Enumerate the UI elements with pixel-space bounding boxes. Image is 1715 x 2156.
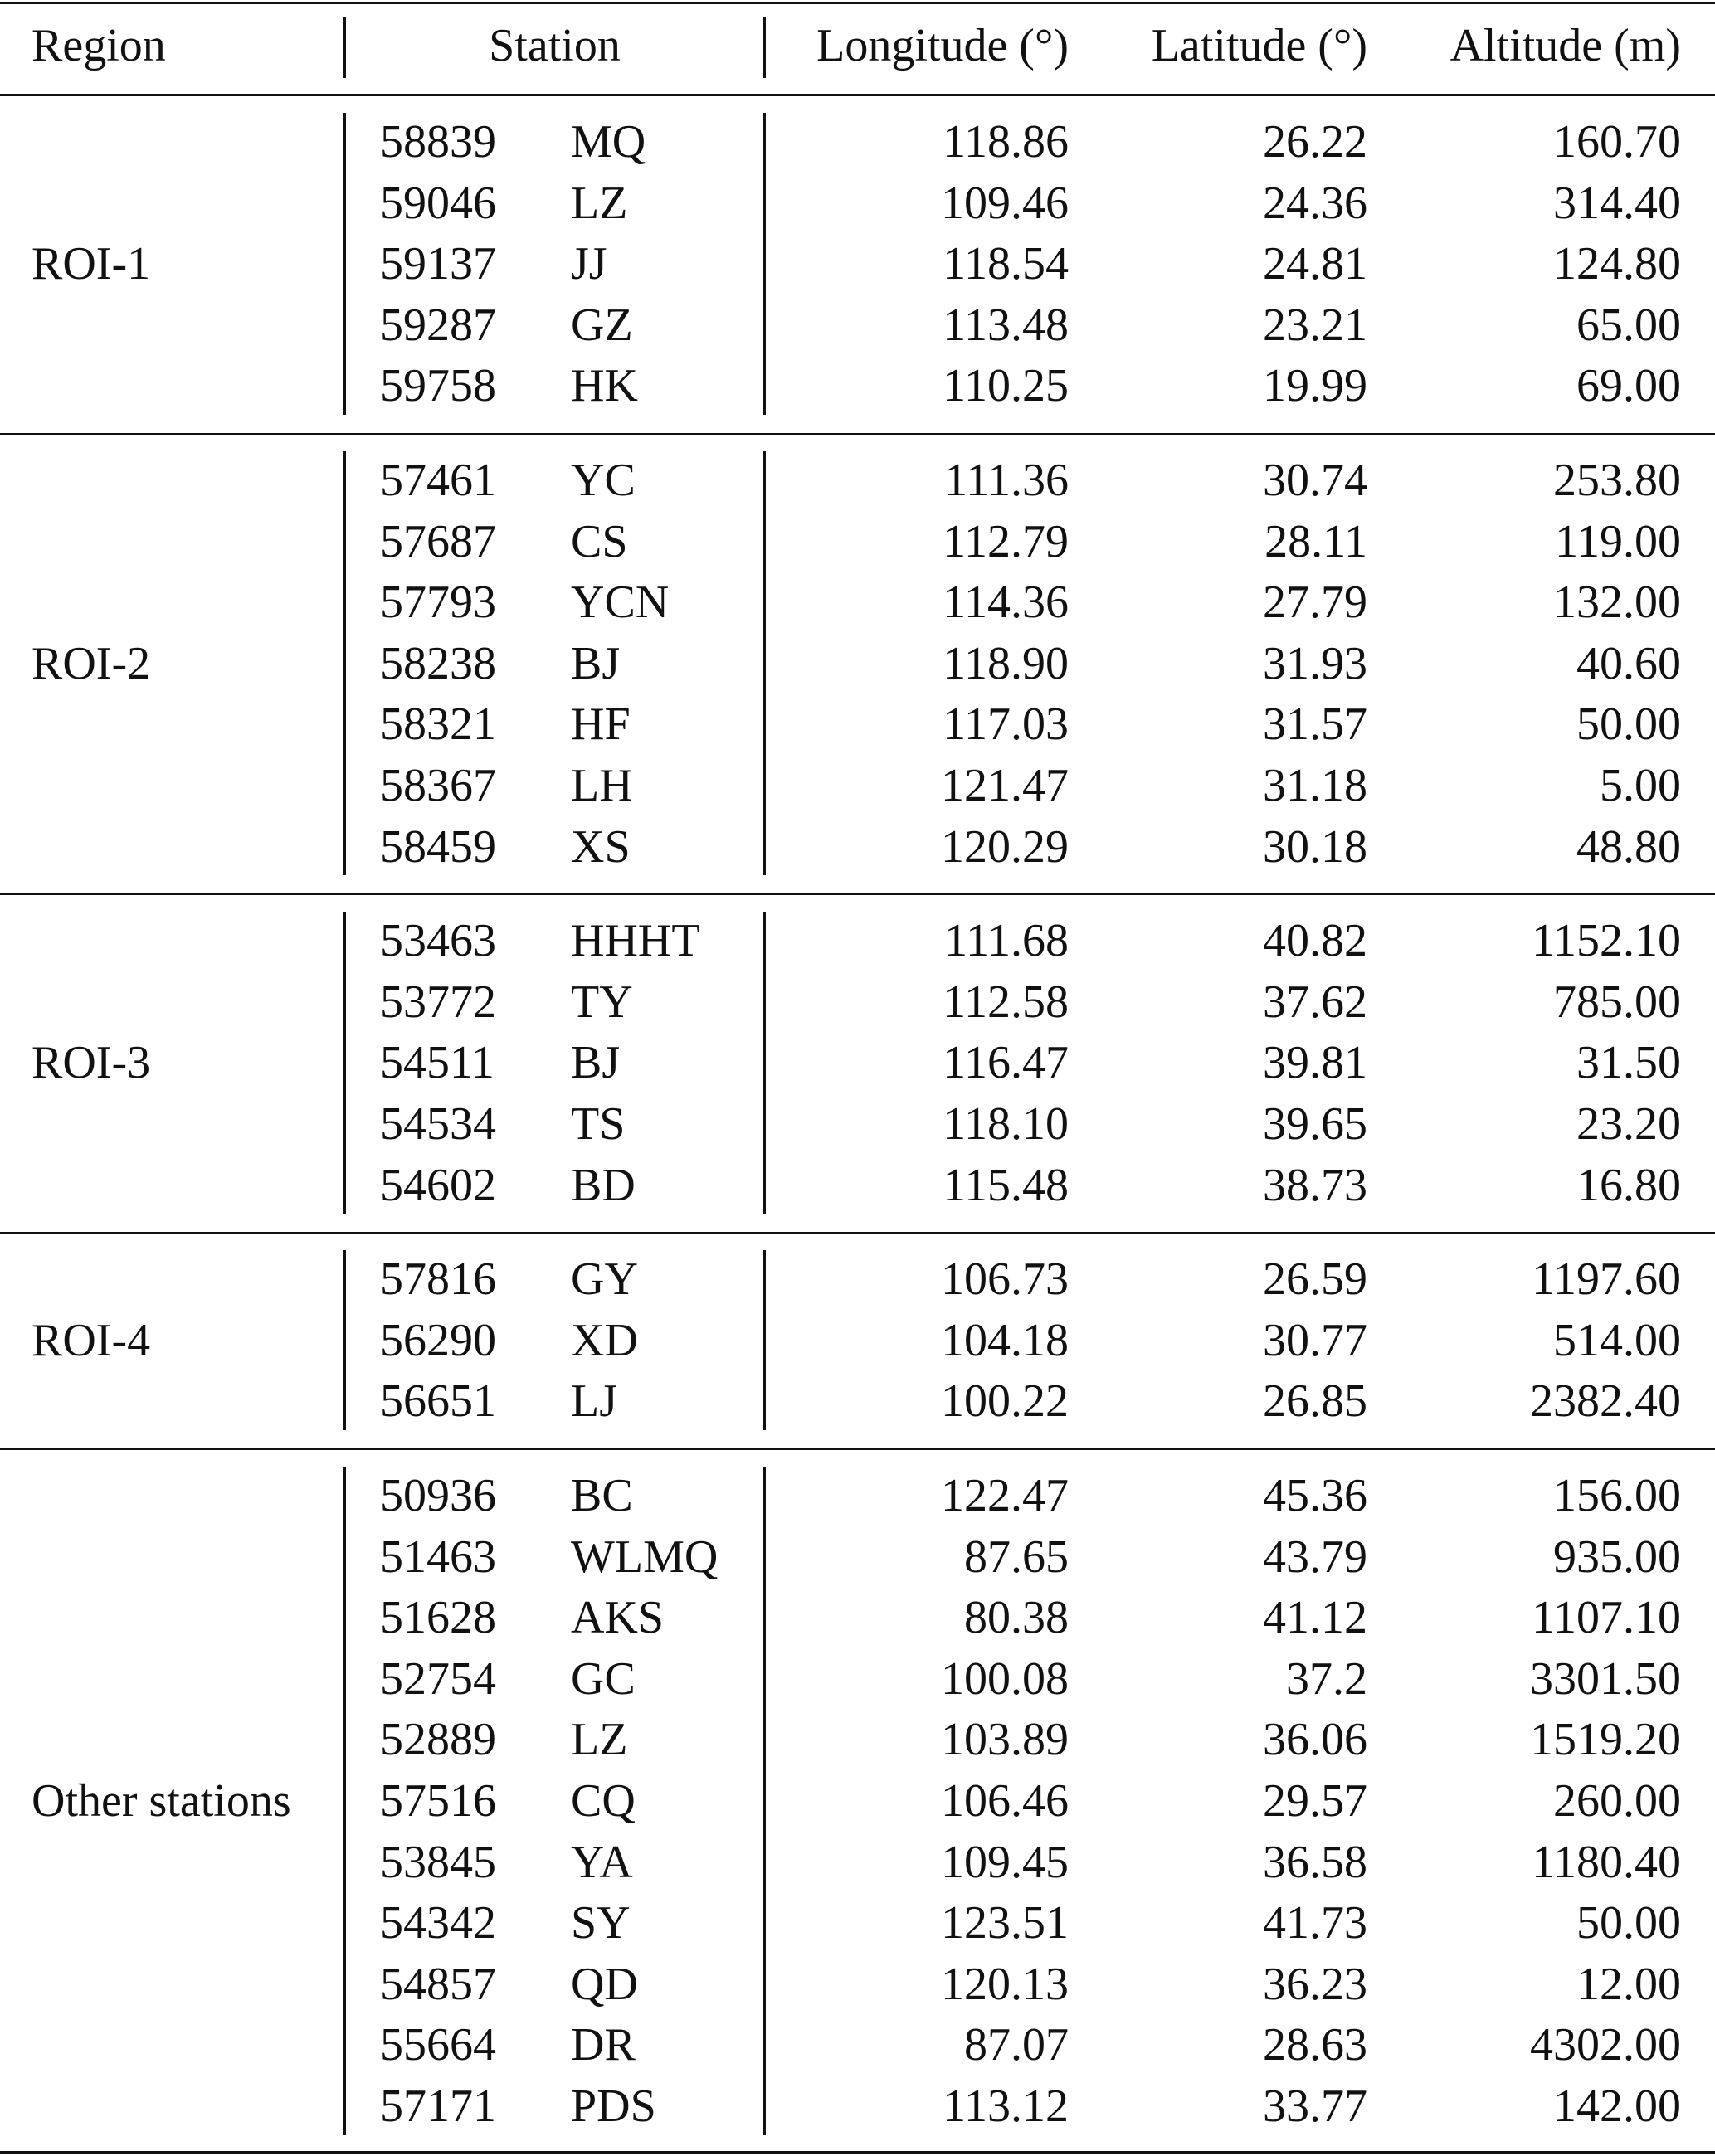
latitude-value: 41.12 xyxy=(1263,1592,1367,1644)
longitude-value: 122.47 xyxy=(941,1470,1069,1521)
station-code: YC xyxy=(571,455,636,506)
latitude-value: 26.85 xyxy=(1263,1375,1367,1428)
longitude-value: 106.73 xyxy=(941,1253,1069,1306)
latitude-value: 37.62 xyxy=(1263,976,1367,1028)
longitude-value: 87.65 xyxy=(964,1531,1069,1583)
station-id: 57793 xyxy=(380,577,496,629)
latitude-value: 31.18 xyxy=(1263,760,1367,811)
station-code: TS xyxy=(571,1098,626,1150)
station-code: MQ xyxy=(571,116,646,168)
station-id: 59287 xyxy=(380,299,496,351)
header-altitude: Altitude (m) xyxy=(1449,20,1681,71)
group-divider-left xyxy=(343,451,346,875)
header-station: Station xyxy=(489,20,621,71)
longitude-value: 111.68 xyxy=(944,915,1069,967)
altitude-value: 142.00 xyxy=(1553,2081,1681,2132)
station-code: YA xyxy=(571,1836,633,1888)
latitude-value: 23.21 xyxy=(1263,299,1367,351)
station-code: BD xyxy=(571,1159,636,1211)
longitude-value: 118.54 xyxy=(943,238,1069,290)
station-id: 56651 xyxy=(380,1375,496,1428)
station-id: 57461 xyxy=(380,455,496,506)
station-code: GZ xyxy=(571,299,633,351)
latitude-value: 28.11 xyxy=(1264,515,1367,567)
station-id: 56290 xyxy=(380,1314,496,1366)
station-code: YCN xyxy=(571,577,670,629)
station-id: 57687 xyxy=(380,515,496,567)
latitude-value: 30.77 xyxy=(1263,1314,1367,1366)
altitude-value: 50.00 xyxy=(1576,1897,1681,1949)
station-id: 52754 xyxy=(380,1652,496,1705)
station-code: BJ xyxy=(571,637,621,689)
altitude-value: 31.50 xyxy=(1576,1037,1681,1089)
altitude-value: 65.00 xyxy=(1576,299,1681,351)
longitude-value: 118.10 xyxy=(943,1098,1069,1150)
latitude-value: 27.79 xyxy=(1263,577,1367,629)
altitude-value: 160.70 xyxy=(1553,116,1681,168)
longitude-value: 121.47 xyxy=(941,760,1069,811)
station-id: 51463 xyxy=(380,1531,496,1583)
station-code: LZ xyxy=(571,1714,628,1766)
station-code: AKS xyxy=(571,1592,665,1644)
latitude-value: 33.77 xyxy=(1263,2081,1367,2132)
station-id: 50936 xyxy=(380,1470,496,1521)
latitude-value: 24.81 xyxy=(1263,238,1367,290)
region-label: ROI-1 xyxy=(32,238,151,290)
altitude-value: 50.00 xyxy=(1576,698,1681,751)
altitude-value: 935.00 xyxy=(1553,1531,1681,1583)
latitude-value: 30.18 xyxy=(1263,820,1367,873)
longitude-value: 120.13 xyxy=(941,1958,1069,2010)
longitude-value: 104.18 xyxy=(941,1314,1069,1366)
station-code: PDS xyxy=(571,2081,656,2132)
altitude-value: 785.00 xyxy=(1553,976,1681,1028)
station-id: 59758 xyxy=(380,360,496,412)
station-id: 57171 xyxy=(380,2081,496,2132)
station-id: 54534 xyxy=(380,1098,496,1150)
altitude-value: 5.00 xyxy=(1600,760,1681,811)
longitude-value: 115.48 xyxy=(943,1159,1069,1211)
station-id: 57516 xyxy=(380,1775,496,1827)
station-id: 58839 xyxy=(380,116,496,168)
longitude-value: 113.48 xyxy=(943,299,1069,351)
longitude-value: 113.12 xyxy=(943,2081,1069,2132)
longitude-value: 109.46 xyxy=(941,177,1069,229)
altitude-value: 3301.50 xyxy=(1530,1652,1681,1705)
latitude-value: 36.06 xyxy=(1263,1714,1367,1766)
station-id: 54602 xyxy=(380,1159,496,1211)
longitude-value: 100.22 xyxy=(941,1375,1069,1428)
latitude-value: 31.93 xyxy=(1263,637,1367,689)
altitude-value: 156.00 xyxy=(1553,1470,1681,1521)
latitude-value: 29.57 xyxy=(1263,1775,1367,1827)
altitude-value: 1107.10 xyxy=(1532,1592,1681,1644)
longitude-value: 118.86 xyxy=(943,116,1069,168)
group-separator-rule xyxy=(0,1448,1715,1450)
latitude-value: 28.63 xyxy=(1263,2019,1367,2071)
altitude-value: 314.40 xyxy=(1553,177,1681,229)
station-code: WLMQ xyxy=(571,1531,719,1583)
group-divider-left xyxy=(343,113,346,415)
station-code: DR xyxy=(571,2019,636,2071)
group-divider-left xyxy=(343,1467,346,2135)
longitude-value: 116.47 xyxy=(943,1037,1069,1089)
station-id: 59046 xyxy=(380,177,496,229)
altitude-value: 260.00 xyxy=(1553,1775,1681,1827)
station-code: GC xyxy=(571,1652,636,1705)
longitude-value: 112.58 xyxy=(943,976,1069,1028)
station-code: JJ xyxy=(571,238,607,290)
altitude-value: 1152.10 xyxy=(1532,915,1681,967)
altitude-value: 119.00 xyxy=(1555,515,1681,567)
latitude-value: 40.82 xyxy=(1263,915,1367,967)
longitude-value: 120.29 xyxy=(941,820,1069,873)
bottom-rule xyxy=(0,2151,1715,2154)
longitude-value: 109.45 xyxy=(941,1836,1069,1888)
station-id: 57816 xyxy=(380,1253,496,1306)
group-separator-rule xyxy=(0,433,1715,435)
latitude-value: 19.99 xyxy=(1263,360,1367,412)
station-code: GY xyxy=(571,1253,638,1306)
altitude-value: 514.00 xyxy=(1553,1314,1681,1366)
station-code: CQ xyxy=(571,1775,636,1827)
altitude-value: 4302.00 xyxy=(1530,2019,1681,2071)
longitude-value: 106.46 xyxy=(941,1775,1069,1827)
latitude-value: 31.57 xyxy=(1263,698,1367,751)
station-id: 58238 xyxy=(380,637,496,689)
station-id: 58321 xyxy=(380,698,496,751)
group-separator-rule xyxy=(0,893,1715,895)
latitude-value: 36.58 xyxy=(1263,1836,1367,1888)
station-code: CS xyxy=(571,515,628,567)
altitude-value: 12.00 xyxy=(1576,1958,1681,2010)
station-code: SY xyxy=(571,1897,631,1949)
group-separator-rule xyxy=(0,1232,1715,1234)
header-longitude: Longitude (°) xyxy=(816,20,1069,71)
station-code: HHHT xyxy=(571,915,700,967)
altitude-value: 23.20 xyxy=(1576,1098,1681,1150)
altitude-value: 2382.40 xyxy=(1530,1375,1681,1428)
top-rule xyxy=(0,2,1715,4)
longitude-value: 87.07 xyxy=(964,2019,1069,2071)
longitude-value: 123.51 xyxy=(941,1897,1069,1949)
altitude-value: 132.00 xyxy=(1553,577,1681,629)
station-code: XS xyxy=(571,820,631,873)
altitude-value: 40.60 xyxy=(1576,637,1681,689)
station-id: 58367 xyxy=(380,760,496,811)
station-code: QD xyxy=(571,1958,638,2010)
latitude-value: 26.59 xyxy=(1263,1253,1367,1306)
header-rule xyxy=(0,94,1715,96)
longitude-value: 117.03 xyxy=(943,698,1069,751)
station-id: 58459 xyxy=(380,820,496,873)
latitude-value: 30.74 xyxy=(1263,455,1367,506)
latitude-value: 45.36 xyxy=(1263,1470,1367,1521)
region-label: ROI-2 xyxy=(32,637,151,689)
station-code: XD xyxy=(571,1314,638,1366)
altitude-value: 253.80 xyxy=(1553,455,1681,506)
altitude-value: 124.80 xyxy=(1553,238,1681,290)
latitude-value: 26.22 xyxy=(1263,116,1367,168)
longitude-value: 100.08 xyxy=(941,1652,1069,1705)
station-code: LJ xyxy=(571,1375,617,1428)
header-region: Region xyxy=(32,20,166,71)
group-divider-left xyxy=(343,1250,346,1430)
altitude-value: 16.80 xyxy=(1576,1159,1681,1211)
altitude-value: 1197.60 xyxy=(1532,1253,1681,1306)
station-code: BJ xyxy=(571,1037,621,1089)
altitude-value: 69.00 xyxy=(1576,360,1681,412)
station-code: LZ xyxy=(571,177,628,229)
station-id: 53463 xyxy=(380,915,496,967)
latitude-value: 24.36 xyxy=(1263,177,1367,229)
latitude-value: 37.2 xyxy=(1286,1652,1367,1705)
station-id: 51628 xyxy=(380,1592,496,1644)
latitude-value: 39.65 xyxy=(1263,1098,1367,1150)
station-code: HK xyxy=(571,360,638,412)
altitude-value: 1519.20 xyxy=(1530,1714,1681,1766)
station-id: 53845 xyxy=(380,1836,496,1888)
longitude-value: 111.36 xyxy=(944,455,1069,506)
region-label: Other stations xyxy=(32,1774,291,1827)
station-id: 54342 xyxy=(380,1897,496,1949)
latitude-value: 38.73 xyxy=(1263,1159,1367,1211)
latitude-value: 43.79 xyxy=(1263,1531,1367,1583)
longitude-value: 80.38 xyxy=(964,1592,1069,1644)
latitude-value: 39.81 xyxy=(1263,1037,1367,1089)
longitude-value: 114.36 xyxy=(943,577,1069,629)
group-divider-left xyxy=(343,912,346,1214)
latitude-value: 36.23 xyxy=(1263,1958,1367,2010)
longitude-value: 112.79 xyxy=(943,515,1069,567)
station-id: 54857 xyxy=(380,1958,496,2010)
station-code: HF xyxy=(571,698,631,751)
region-label: ROI-4 xyxy=(32,1314,151,1366)
station-id: 59137 xyxy=(380,238,496,290)
header-latitude: Latitude (°) xyxy=(1151,20,1367,71)
station-id: 55664 xyxy=(380,2019,496,2071)
station-id: 54511 xyxy=(380,1037,495,1089)
altitude-value: 48.80 xyxy=(1576,820,1681,873)
station-id: 53772 xyxy=(380,976,496,1028)
station-code: BC xyxy=(571,1470,633,1521)
station-id: 52889 xyxy=(380,1714,496,1766)
station-code: LH xyxy=(571,760,633,811)
altitude-value: 1180.40 xyxy=(1532,1836,1681,1888)
longitude-value: 110.25 xyxy=(943,360,1069,412)
longitude-value: 118.90 xyxy=(943,637,1069,689)
station-code: TY xyxy=(571,976,633,1028)
region-label: ROI-3 xyxy=(32,1037,151,1089)
longitude-value: 103.89 xyxy=(941,1714,1069,1766)
latitude-value: 41.73 xyxy=(1263,1897,1367,1949)
